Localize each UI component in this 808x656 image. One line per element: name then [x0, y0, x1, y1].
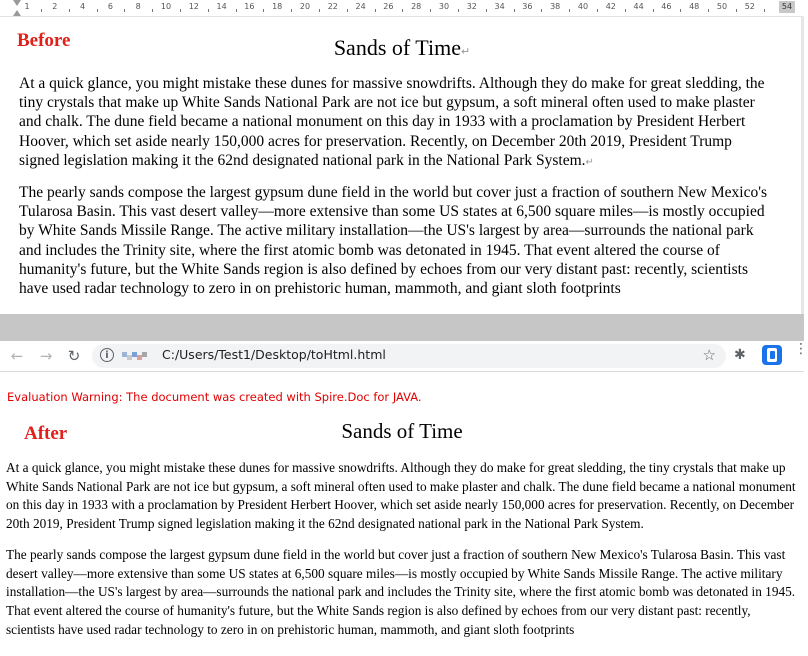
after-label: After [24, 423, 68, 444]
after-document-title: Sands of Time [341, 419, 463, 443]
browser-menu-icon[interactable]: ⋮ [794, 341, 808, 357]
ruler-number: 32 [466, 2, 477, 11]
url-text: C:/Users/Test1/Desktop/toHtml.html [162, 347, 386, 362]
ruler-number: 18 [272, 2, 283, 11]
ruler-number: 2 [52, 2, 58, 11]
ruler-number: 38 [550, 2, 561, 11]
ruler-number: 1 [24, 2, 30, 11]
ruler-tick [541, 9, 542, 12]
favicon-icon [122, 352, 148, 361]
ruler-number: 20 [299, 2, 311, 11]
browser-toolbar [0, 341, 808, 372]
ruler-number: 22 [327, 2, 338, 11]
before-document-body[interactable] [19, 74, 774, 309]
ruler-number: 14 [216, 2, 227, 11]
ruler-tick [291, 9, 292, 12]
site-info-icon[interactable]: i [100, 348, 114, 362]
back-arrow-icon[interactable]: ← [10, 347, 24, 365]
reload-icon[interactable]: ↻ [67, 347, 81, 365]
ruler-tick [402, 9, 403, 12]
ruler-tick [180, 9, 181, 12]
ruler-end-value: 54 [779, 1, 795, 13]
ruler-number: 4 [80, 2, 86, 11]
ruler-number: 42 [605, 2, 616, 11]
ruler-tick [152, 9, 153, 12]
ruler-number: 46 [661, 2, 672, 11]
extensions-puzzle-icon[interactable]: ✱ [734, 347, 746, 363]
before-paragraph-1-text: At a quick glance, you might mistake these dunes for massive snowdrifts. Although they do make for great sledding, the tiny crystals that make up White Sands National Park are not ice but gypsum, a soft mineral often used to make plaster and chalk. The dune field became a national monument on this day in 1933 with a proclamation by President Herbert Hoover, which set aside nearly 150,000 acres for preservation. Recently, on December 20th 2019, President Trump signed legislation making it the 62nd designated national park in the National Park System. [19, 75, 765, 169]
ruler-tick [69, 9, 70, 12]
ruler-number: 48 [689, 2, 700, 11]
ruler-tick [736, 9, 737, 12]
first-line-indent-marker[interactable] [13, 0, 21, 6]
before-paragraph-2: The pearly sands compose the largest gypsum dune field in the world but cover just a fraction of southern New Mexico's Tularosa Basin. This vast desert valley—more extensive than some US states at 6,500 square miles—is mostly occupied by White Sands Missile Range. The active military installation—the US's largest by area—surrounds the national park and includes the Trinity site, where the first atomic bomb was detonated in 1945. That event altered the course of humanity's future, but the White Sands region is also defined by echoes from our very distant past: recently, scientists have used radar technology to zero in on prehistoric human, mammoth, and giant sloth footprints [19, 184, 768, 298]
ruler-tick [569, 9, 570, 12]
ruler-tick [236, 9, 237, 12]
ruler-number: 24 [355, 2, 366, 11]
extension-app-icon[interactable] [762, 345, 782, 365]
ruler-number: 34 [494, 2, 505, 11]
ruler-tick [625, 9, 626, 12]
before-title-text: Sands of Time [333, 35, 461, 60]
ruler-number: 40 [577, 2, 589, 11]
ruler-number: 26 [383, 2, 394, 11]
ruler-tick [486, 9, 487, 12]
ruler-tick [597, 9, 598, 12]
ruler-tick [347, 9, 348, 12]
after-document-body [6, 459, 798, 651]
after-paragraph-2: The pearly sands compose the largest gypsum dune field in the world but cover just a fraction of southern New Mexico's Tularosa Basin. This vast desert valley—more extensive than some US states at 6,500 square miles—is mostly occupied by White Sands Missile Range. The active military installation—the US's largest by area—surrounds the national park and includes the Trinity site, where the first atomic bomb was detonated in 1945. That event altered the course of humanity's future, but the White Sands region is also defined by echoes from our very distant past: recently, scientists have used radar technology to zero in on prehistoric human, mammoth, and giant sloth footprints [6, 546, 796, 637]
ruler-tick [458, 9, 459, 12]
ruler-number: 30 [438, 2, 450, 11]
ruler-tick [97, 9, 98, 12]
ruler-number: 52 [744, 2, 755, 11]
horizontal-ruler[interactable] [0, 0, 804, 17]
ruler-number: 12 [188, 2, 199, 11]
ruler-number: 8 [135, 2, 141, 11]
ruler-tick [514, 9, 515, 12]
ruler-tick [430, 9, 431, 12]
ruler-number: 16 [244, 2, 255, 11]
ruler-tick [263, 9, 264, 12]
ruler-tick [375, 9, 376, 12]
ruler-tick [208, 9, 209, 12]
ruler-tick [319, 9, 320, 12]
paragraph-mark-icon: ↵ [585, 156, 594, 168]
after-browser-view [0, 341, 808, 656]
bookmark-star-icon[interactable]: ☆ [702, 346, 716, 364]
before-label: Before [17, 30, 71, 51]
ruler-tick [41, 9, 42, 12]
evaluation-warning: Evaluation Warning: The document was created with Spire.Doc for JAVA. [7, 390, 422, 404]
address-bar[interactable] [92, 344, 726, 368]
before-word-view [0, 0, 804, 314]
ruler-tick [708, 9, 709, 12]
screenshot-separator [0, 314, 804, 341]
ruler-number: 10 [160, 2, 172, 11]
ruler-number: 36 [522, 2, 533, 11]
ruler-tick [764, 9, 765, 12]
before-paragraph-1 [19, 74, 774, 172]
ruler-tick [653, 9, 654, 12]
after-paragraph-1: At a quick glance, you might mistake these dunes for massive snowdrifts. Although they do make for great sledding, the tiny crystals that make up White Sands National Park are not ice but gypsum, a soft mineral often used to make plaster and chalk. The dune field became a national monument on this day in 1933 with a proclamation by President Herbert Hoover, which set aside nearly 150,000 acres for preservation. Recently, on December 20th 2019, President Trump signed legislation making it the 62nd designated national park in the National Park System. [6, 460, 796, 532]
ruler-number: 28 [411, 2, 422, 11]
ruler-tick [124, 9, 125, 12]
ruler-number: 44 [633, 2, 644, 11]
before-document-title[interactable] [0, 35, 804, 61]
ruler-number: 6 [107, 2, 113, 11]
paragraph-mark-icon: ↵ [460, 46, 471, 58]
ruler-number: 50 [716, 2, 728, 11]
forward-arrow-icon[interactable]: → [39, 347, 53, 365]
left-indent-marker[interactable] [13, 10, 21, 16]
ruler-tick [680, 9, 681, 12]
